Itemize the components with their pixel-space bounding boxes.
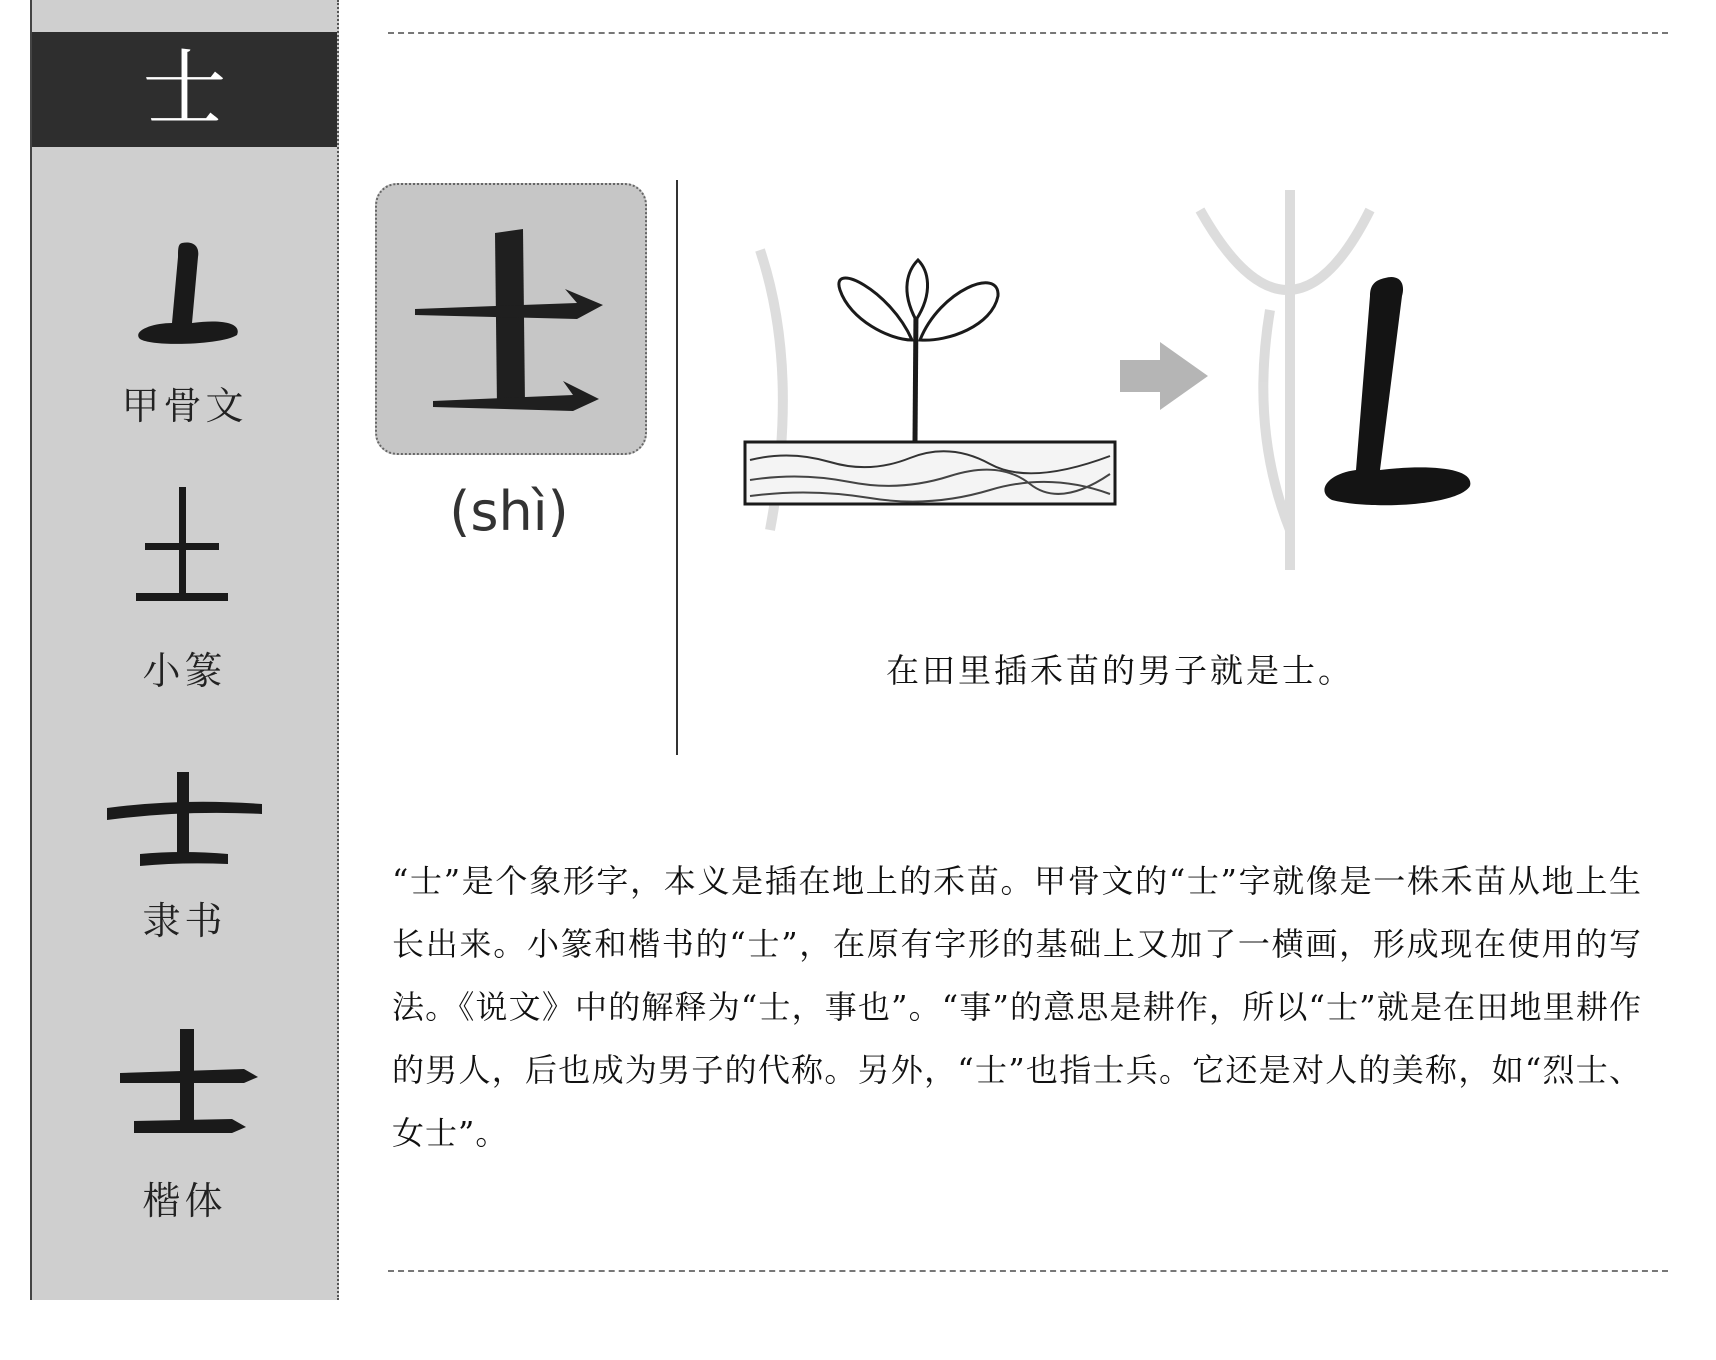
soil-strip (745, 442, 1115, 504)
explanation-paragraph: “士”是个象形字，本义是插在地上的禾苗。甲骨文的“士”字就像是一株禾苗从地上生长出来。小篆和楷书的“士”，在原有字形的基础上又加了一横画，形成现在使用的写法。《说文》中的解释为“士，事也”。“事”的意思是耕作，所以“士”就是在田地里耕作的男人，后也成为男子的代称。另外，“士”也指士兵。它还是对人的美称，如“烈士、女士”。 (392, 862, 1642, 1152)
sprout (839, 260, 998, 442)
script-forms-sidebar (30, 0, 339, 1300)
clerical-glyph (32, 768, 337, 873)
clerical-label: 隶书 (142, 899, 227, 943)
oracle-bone-label: 甲骨文 (121, 384, 248, 428)
illustration-caption: 在田里插禾苗的男子就是士。 (886, 651, 1354, 690)
faded-farmer-picture (760, 190, 1370, 570)
small-seal-glyph (32, 485, 337, 610)
regular-script-glyph (32, 1025, 337, 1140)
sidebar-character-header: 士 (32, 32, 337, 147)
clerical-form (32, 768, 337, 877)
regular-script-form (32, 1025, 337, 1144)
small-seal-form (32, 485, 337, 614)
large-character-glyph (377, 185, 645, 453)
transformation-arrow (1120, 342, 1208, 410)
bottom-divider (388, 1270, 1668, 1272)
oracle-bone-form (32, 235, 337, 359)
regular-script-label: 楷体 (142, 1179, 227, 1223)
top-divider (388, 32, 1668, 34)
sprout-illustration (730, 170, 1530, 610)
vertical-divider (676, 180, 678, 755)
oracle-bone-glyph (32, 235, 337, 355)
pinyin-label: (shì) (449, 480, 569, 543)
oracle-bone-character (1324, 277, 1470, 505)
character-card (375, 183, 647, 455)
small-seal-label: 小篆 (142, 649, 227, 693)
